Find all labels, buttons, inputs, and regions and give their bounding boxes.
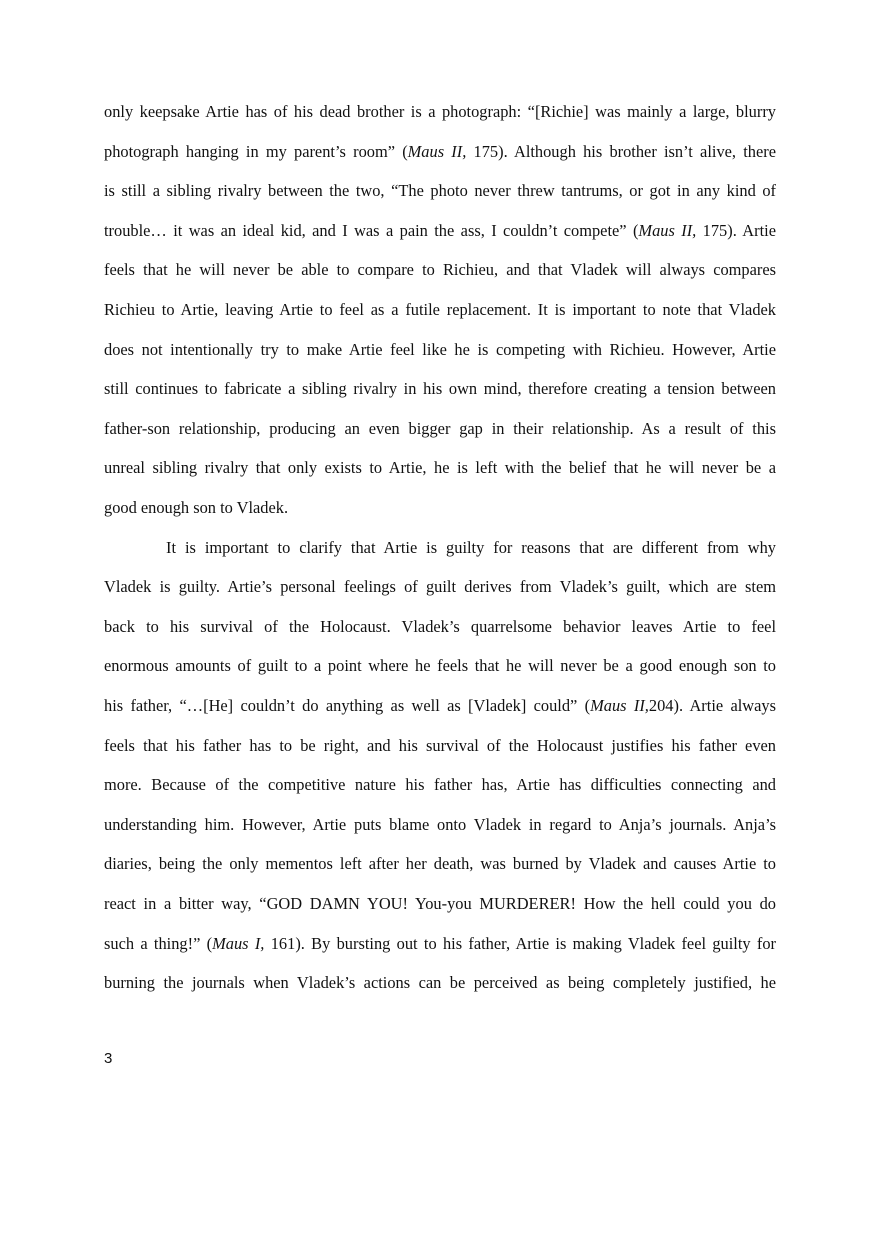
citation-title: Maus II, xyxy=(590,696,649,715)
text-run: understanding him. However, Artie puts blame onto Vladek in regard to Anja’s journals. Anja’s xyxy=(104,814,776,834)
text-run: enormous amounts of guilt to a point where he feels that he will never be a good enough son to xyxy=(104,656,776,676)
text-run: feels that his father has to be right, and his survival of the Holocaust justifies his father even xyxy=(104,735,776,755)
paragraph1-line xyxy=(104,221,776,241)
paragraph2-line xyxy=(104,854,776,874)
paragraph2-line xyxy=(166,538,776,558)
citation-title: Maus II, xyxy=(638,220,697,240)
paragraph1-line xyxy=(104,102,776,122)
text-run: only keepsake Artie has of his dead brother is a photograph: “[Richie] was mainly a large, blurry xyxy=(104,102,776,121)
text-run: more. Because of the competitive nature his father has, Artie has difficulties connecting and xyxy=(104,775,776,795)
paragraph1-line xyxy=(104,181,776,201)
text-run: diaries, being the only mementos left after her death, was burned by Vladek and causes Artie to xyxy=(104,854,776,874)
paragraph2-line xyxy=(104,973,776,993)
text-run: feels that he will never be able to compare to Richieu, and that Vladek will always compares xyxy=(104,260,776,280)
page-number: 3 xyxy=(104,1050,113,1067)
text-run: such a thing!” ( xyxy=(104,933,213,953)
paragraph1-line xyxy=(104,419,776,439)
paragraph2-line xyxy=(104,736,776,756)
citation-title: Maus II, xyxy=(407,141,467,161)
text-run: Richieu to Artie, leaving Artie to feel as a futile replacement. It is important to note that Vladek xyxy=(104,300,776,319)
paragraph1-line xyxy=(104,379,776,399)
text-run: 175). Although his brother isn’t alive, there xyxy=(466,141,776,161)
paragraph1-line xyxy=(104,498,776,518)
paragraph2-line xyxy=(104,934,776,954)
paragraph1-line xyxy=(104,142,776,162)
text-run: father-son relationship, producing an even bigger gap in their relationship. As a result of this xyxy=(104,418,776,438)
text-run: back to his survival of the Holocaust. Vladek’s quarrelsome behavior leaves Artie to feel xyxy=(104,616,776,636)
text-run: 161). By bursting out to his father, Artie is making Vladek feel guilty for xyxy=(264,933,777,953)
text-run: unreal sibling rivalry that only exists to Artie, he is left with the belief that he will never be a xyxy=(104,458,776,478)
text-run: still continues to fabricate a sibling rivalry in his own mind, therefore creating a tension between xyxy=(104,379,776,399)
paragraph2-line xyxy=(104,775,776,795)
text-run: is still a sibling rivalry between the two, “The photo never threw tantrums, or got in any kind of xyxy=(104,181,776,201)
paragraph1-line xyxy=(104,340,776,360)
text-run: good enough son to Vladek. xyxy=(104,498,289,517)
paragraph2-line xyxy=(104,656,776,676)
text-run: 204). Artie always xyxy=(648,696,776,715)
text-run: trouble… it was an ideal kid, and I was a pain the ass, I couldn’t compete” ( xyxy=(104,220,639,240)
paragraph1-line xyxy=(104,300,776,320)
paragraph2-line xyxy=(104,815,776,835)
text-run: react in a bitter way, “GOD DAMN YOU! You-you MURDERER! How the hell could you do xyxy=(104,894,776,913)
text-run: his father, “…[He] couldn’t do anything as well as [Vladek] could” ( xyxy=(104,696,591,715)
paragraph2-line xyxy=(104,696,776,716)
text-run: Vladek is guilty. Artie’s personal feelings of guilt derives from Vladek’s guilt, which are stem xyxy=(104,577,776,597)
text-run: burning the journals when Vladek’s actions can be perceived as being completely justified, he xyxy=(104,973,776,993)
text-run: 175). Artie xyxy=(696,220,776,240)
paragraph1-line xyxy=(104,458,776,478)
text-run: photograph hanging in my parent’s room” ( xyxy=(104,141,408,161)
text-run: It is important to clarify that Artie is guilty for reasons that are different from why xyxy=(166,537,776,557)
paragraph1-line xyxy=(104,260,776,280)
paragraph2-line xyxy=(104,894,776,914)
paragraph2-line xyxy=(104,577,776,597)
paragraph2-line xyxy=(104,617,776,637)
citation-title: Maus I, xyxy=(212,933,265,953)
text-run: does not intentionally try to make Artie feel like he is competing with Richieu. However, Artie xyxy=(104,339,776,359)
